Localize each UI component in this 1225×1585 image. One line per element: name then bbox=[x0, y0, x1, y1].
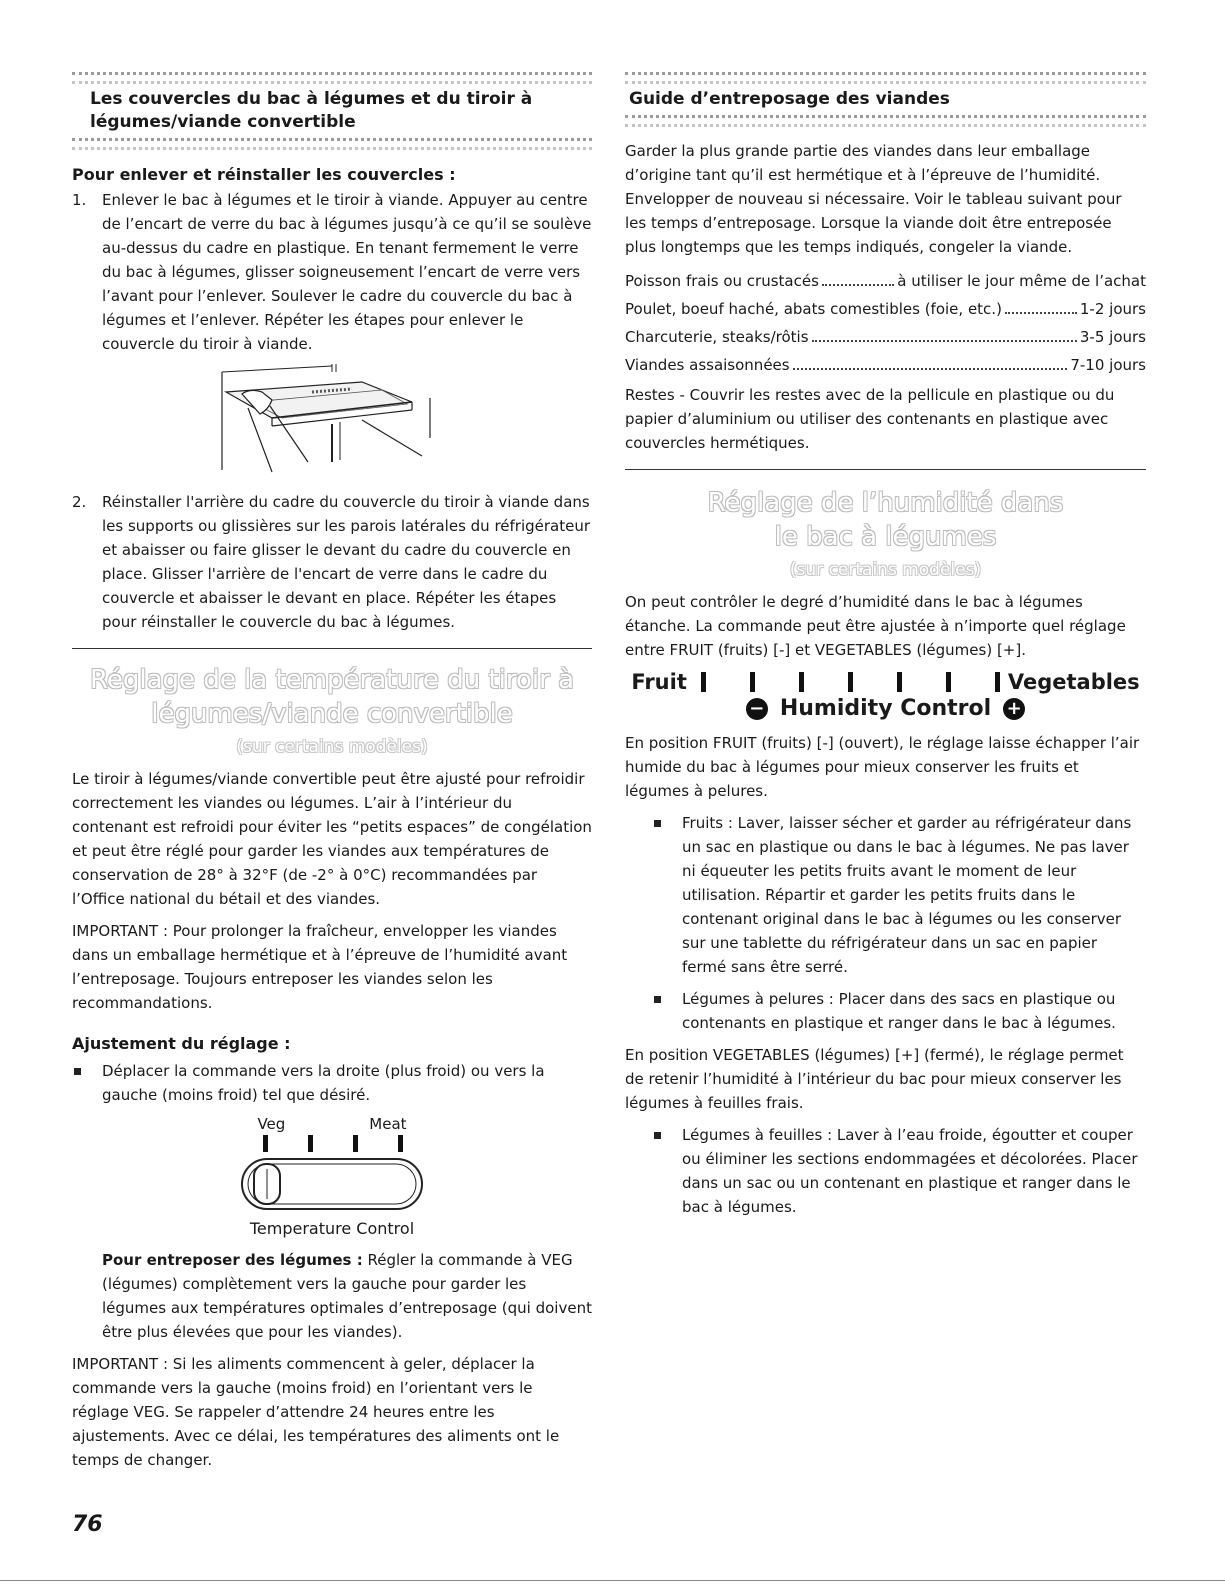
steps-list bbox=[72, 188, 592, 356]
dotted-rule bbox=[625, 115, 1146, 127]
hc-fruit-label: Fruit bbox=[631, 670, 687, 694]
table-row: Viandes assaisonnées 7-10 jours bbox=[625, 356, 1146, 374]
crisper-cover-drawing bbox=[212, 362, 452, 480]
tc-veg-label: Veg bbox=[257, 1115, 286, 1133]
dotted-rule bbox=[72, 72, 592, 84]
hc-vegetables-label: Vegetables bbox=[1007, 670, 1140, 694]
step-text: Réinstaller l'arrière du cadre du couvercle du tiroir à viande dans les supports ou glissières sur les parois latérales du réfrigérateur et abaisser ou faire glisser le devant du cadre du couvercle en place. Glisser l'arrière de l'encart de verre dans le cadre du couvercle et abaisser le devant en place. Répéter les étapes pour réinstaller le couvercle du bac à légumes. bbox=[102, 493, 591, 631]
list-item: Légumes à pelures : Placer dans des sacs en plastique ou contenants en plastique et ranger dans le bac à légumes. bbox=[652, 987, 1146, 1035]
paragraph-vegetables-position: En position VEGETABLES (légumes) [+] (fermé), le réglage permet de retenir l’humidité à l’intérieur du bac pour mieux conserver les légumes à feuilles frais. bbox=[625, 1046, 1124, 1112]
paragraph-meat-storage: Garder la plus grande partie des viandes dans leur emballage d’origine tant qu’il est hermétique et à l’épreuve de l’humidité. Envelopper de nouveau si nécessaire. Voir le tableau suivant pour les temps d’entreposage. Lorsque la viande doit être entreposée plus longtemps que les temps indiqués, congeler la viande. bbox=[625, 142, 1122, 256]
paragraph-humidity: On peut contrôler le degré d’humidité dans le bac à légumes étanche. La commande peut être ajustée à n’importe quel réglage entre FRUIT (fruits) [-] et VEGETABLES (légumes) [+]. bbox=[625, 593, 1126, 659]
paragraph-veg-storage: Pour entreposer des légumes : Régler la commande à VEG (légumes) complètement vers la gauche pour garder les légumes aux températures optimales d’entreposage (qui doivent être plus élevées que pour les viandes). bbox=[102, 1251, 592, 1341]
table-row: Poulet, boeuf haché, abats comestibles (foie, etc.) 1-2 jours bbox=[625, 300, 1146, 318]
title-humidity-subtitle: (sur certains modèles) bbox=[789, 560, 982, 580]
section-header-meat-guide: Guide d’entreposage des viandes bbox=[629, 89, 950, 109]
title-humidity-line2: le bac à légumes bbox=[774, 522, 997, 552]
bullet-square-icon bbox=[654, 820, 661, 827]
plus-circle-icon: + bbox=[1003, 698, 1025, 720]
paragraph-drawer: Le tiroir à légumes/viande convertible peut être ajusté pour refroidir correctement les viandes ou légumes. L’air à l’intérieur du contenant est refroidi pour éviter les “petits espaces” de congélation et peut être réglé pour garder les viandes aux températures de conservation de 28° à 32°F (de -2° à 0°C) recommandées par l’Office national du bétail et des viandes. bbox=[72, 770, 592, 908]
subheading-adjust: Ajustement du réglage : bbox=[72, 1034, 291, 1053]
table-row: Charcuterie, steaks/rôtis 3-5 jours bbox=[625, 328, 1146, 346]
page-number: 76 bbox=[72, 1512, 103, 1537]
title-temperature-line2: légumes/viande convertible bbox=[151, 699, 513, 729]
list-item: Déplacer la commande vers la droite (plus froid) ou vers la gauche (moins froid) tel que désiré. bbox=[72, 1059, 592, 1107]
hc-caption: Humidity Control bbox=[779, 696, 992, 721]
title-humidity-line1: Réglage de l’humidité dans bbox=[707, 488, 1064, 518]
crisper-illustration bbox=[72, 362, 592, 480]
list-item: Légumes à feuilles : Laver à l’eau froide, égoutter et couper ou éliminer les sections endommagées et décolorées. Placer dans un sac ou un contenant en plastique et ranger dans le bac à légumes. bbox=[652, 1123, 1146, 1219]
step-1 bbox=[72, 188, 592, 356]
left-column bbox=[72, 72, 592, 1480]
temperature-slider-drawing bbox=[232, 1133, 432, 1213]
dotted-rule bbox=[72, 138, 592, 150]
step-number: 2. bbox=[72, 493, 87, 511]
subheading-remove: Pour enlever et réinstaller les couvercles : bbox=[72, 165, 456, 184]
tc-meat-label: Meat bbox=[369, 1115, 407, 1133]
storage-table bbox=[625, 267, 1146, 379]
dotted-rule bbox=[625, 72, 1146, 84]
leafy-list bbox=[652, 1123, 1146, 1219]
humidity-control-scale bbox=[625, 670, 1146, 694]
adjust-list bbox=[72, 1059, 592, 1107]
steps-list-2 bbox=[72, 490, 592, 634]
list-item: Fruits : Laver, laisser sécher et garder au réfrigérateur dans un sac en plastique ou dans le bac à légumes. Ne pas laver ni équeuter les petits fruits avant le moment de leur utilisation. Répartir et garder les petits fruits dans le contenant original dans le bac à légumes ou les conserver sur une tablette du réfrigérateur dans un sac en papier fermé sans être serré. bbox=[652, 811, 1146, 979]
paragraph-leftovers: Restes - Couvrir les restes avec de la pellicule en plastique ou du papier d’aluminium ou utiliser des contenants en plastique avec couvercles hermétiques. bbox=[625, 386, 1115, 452]
paragraph-important-1: IMPORTANT : Pour prolonger la fraîcheur, envelopper les viandes dans un emballage hermétique et à l’épreuve de l’humidité avant l’entreposage. Toujours entreposer les viandes selon les recommandations. bbox=[72, 922, 568, 1012]
title-temperature-subtitle: (sur certains modèles) bbox=[236, 737, 428, 757]
step-2 bbox=[72, 490, 592, 634]
table-row: Poisson frais ou crustacés à utiliser le jour même de l’achat bbox=[625, 272, 1146, 290]
bullet-square-icon bbox=[74, 1068, 81, 1075]
section-divider bbox=[625, 469, 1146, 470]
title-temperature-line1: Réglage de la température du tiroir à bbox=[90, 665, 574, 695]
section-header-covers: Les couvercles du bac à légumes et du tiroir à légumes/viande convertible bbox=[90, 89, 533, 132]
step-number: 1. bbox=[72, 191, 87, 209]
paragraph-fruit-position: En position FRUIT (fruits) [-] (ouvert), le réglage laisse échapper l’air humide du bac à légumes pour mieux conserver les fruits et légumes à pelures. bbox=[625, 734, 1140, 800]
minus-circle-icon: − bbox=[746, 698, 768, 720]
page-bottom-edge bbox=[0, 1580, 1225, 1581]
bullet-square-icon bbox=[654, 1132, 661, 1139]
tc-caption: Temperature Control bbox=[249, 1219, 415, 1238]
temperature-control-diagram bbox=[72, 1115, 592, 1238]
step-text: Enlever le bac à légumes et le tiroir à viande. Appuyer au centre de l’encart de verre du bac à légumes jusqu’à ce qu’il se soulève au-dessus du cadre en plastique. En tenant fermement le verre du bac à légumes, glisser soigneusement l’encart de verre vers l’avant pour l’enlever. Soulever le cadre du couvercle du bac à légumes et l’enlever. Répéter les étapes pour enlever le couvercle du tiroir à viande. bbox=[102, 191, 592, 353]
humidity-control-label-row bbox=[625, 696, 1146, 721]
section-divider bbox=[72, 648, 592, 649]
right-column bbox=[625, 72, 1146, 1227]
bullet-square-icon bbox=[654, 996, 661, 1003]
paragraph-important-2: IMPORTANT : Si les aliments commencent à geler, déplacer la commande vers la gauche (moins froid) en l’orientant vers le réglage VEG. Se rappeler d’attendre 24 heures entre les ajustements. Avec ce délai, les températures des aliments ont le temps de changer. bbox=[72, 1355, 560, 1469]
fruit-list bbox=[652, 811, 1146, 1035]
